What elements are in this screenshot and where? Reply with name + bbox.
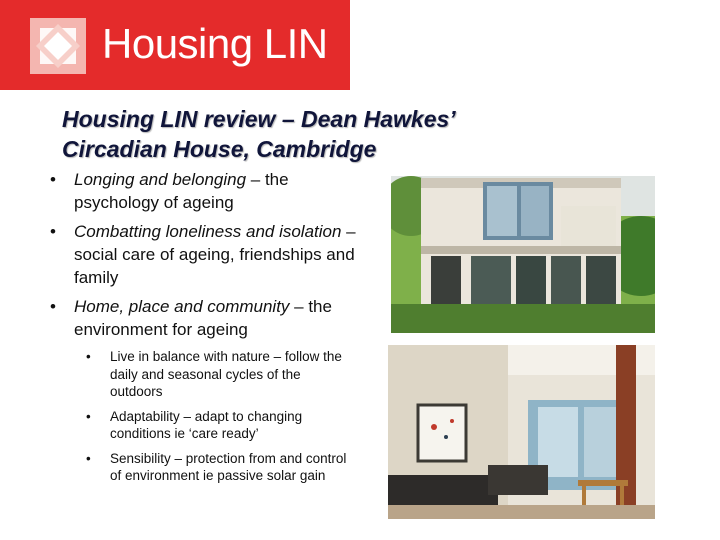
sub-bullet-item xyxy=(86,408,356,443)
logo-text: Housing LIN xyxy=(102,20,328,67)
title-line-2: Circadian House, Cambridge xyxy=(62,136,377,162)
main-bullet-list xyxy=(44,168,374,347)
bullet-item xyxy=(44,168,374,214)
sub-bullet-text: Sensibility – protection from and control of environment ie passive solar gain xyxy=(110,450,347,483)
bullet-dot-icon: • xyxy=(86,450,91,466)
housing-lin-logo-icon xyxy=(30,18,86,74)
house-exterior-photo xyxy=(391,176,655,333)
bullet-dot-icon: • xyxy=(86,408,91,424)
sub-bullet-list xyxy=(86,348,356,492)
sub-bullet-item xyxy=(86,348,356,401)
bullet-italic: Longing and belonging xyxy=(74,170,247,189)
sub-bullet-text: Adaptability – adapt to changing conditions ie ‘care ready’ xyxy=(110,408,303,441)
bullet-rest: – the environment for ageing xyxy=(74,297,332,339)
bullet-italic: Home, place and community xyxy=(74,297,290,316)
bullet-dot-icon: • xyxy=(50,170,56,189)
bullet-italic: Combatting loneliness and isolation xyxy=(74,222,342,241)
house-interior-photo xyxy=(388,345,655,519)
sub-bullet-text: Live in balance with nature – follow the daily and seasonal cycles of the outdoors xyxy=(110,349,342,399)
bullet-dot-icon: • xyxy=(50,297,56,316)
bullet-item xyxy=(44,295,374,341)
sub-bullet-item xyxy=(86,450,356,485)
logo-banner xyxy=(0,0,350,90)
bullet-item xyxy=(44,220,374,289)
title-line-1: Housing LIN review – Dean Hawkes’ xyxy=(62,106,456,132)
bullet-dot-icon: • xyxy=(86,349,91,364)
bullet-dot-icon: • xyxy=(50,222,56,241)
bullet-rest: – the psychology of ageing xyxy=(74,170,289,212)
bullet-rest: – social care of ageing, friendships and family xyxy=(74,222,356,287)
slide-title xyxy=(62,104,622,164)
